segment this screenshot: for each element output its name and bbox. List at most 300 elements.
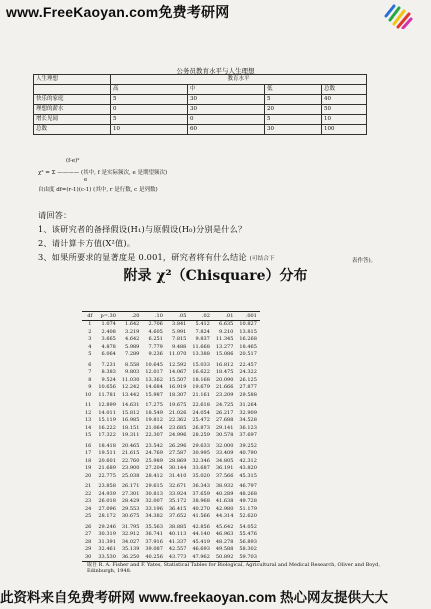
chi-value-cell: 19.679 <box>192 384 210 390</box>
df-cell: 19 <box>85 465 92 471</box>
chi-value-cell: 3.219 <box>125 328 140 335</box>
chi-table-row <box>82 377 260 385</box>
df-cell: 4 <box>88 343 92 350</box>
chi-value-cell: 47.962 <box>189 554 213 562</box>
chi-value-cell: 50.892 <box>213 554 237 562</box>
df-cell: 27 <box>85 531 92 537</box>
chi-value-cell: 36.123 <box>239 424 257 431</box>
chi-value-cell: 36.343 <box>192 483 210 489</box>
row-label: 总数 <box>34 125 111 135</box>
chi-value-cell: 35.563 <box>145 523 163 530</box>
chi-value-cell: 33.687 <box>192 465 210 471</box>
chi-value-cell: 32.461 <box>98 546 116 552</box>
chi-col-header: .10 <box>142 312 166 321</box>
chi-value-cell: 30.995 <box>192 450 210 456</box>
chi-value-cell: 46.797 <box>239 483 257 489</box>
chi-value-cell: 40.289 <box>215 490 234 497</box>
cell: 30 <box>188 95 265 105</box>
chi-value-cell: 42.312 <box>239 457 257 464</box>
chi-value-cell: 20.090 <box>215 376 234 383</box>
chi-value-cell: 13.442 <box>121 391 140 398</box>
df-cell: 14 <box>85 424 92 431</box>
col-header: 低 <box>265 85 322 95</box>
appendix-title: 附录 χ²（Chisquare）分布 <box>123 268 308 284</box>
chi-value-cell: 10.645 <box>145 361 163 368</box>
chi-col-header: df <box>82 312 95 321</box>
chi-value-cell: 25.472 <box>192 417 210 423</box>
chi-table-row <box>82 506 260 514</box>
cell: 5 <box>265 115 322 125</box>
chi-value-cell: 11.070 <box>168 351 187 357</box>
df-cell: 25 <box>85 513 92 519</box>
cell: 60 <box>188 125 265 135</box>
chi-value-cell: 12.899 <box>98 402 116 408</box>
chi-value-cell: 25.989 <box>145 457 163 464</box>
chi-value-cell: 37.916 <box>145 538 163 545</box>
df-cell: 8 <box>88 376 92 383</box>
chi-value-cell: 3.841 <box>172 321 187 327</box>
chi-value-cell: 20.601 <box>98 457 116 464</box>
chi-value-cell: 14.631 <box>121 402 140 408</box>
chi-value-cell: 18.151 <box>121 424 140 431</box>
chi-value-cell: 24.725 <box>215 402 234 408</box>
chi-table-row <box>82 384 260 392</box>
chi-value-cell: 28.172 <box>98 513 116 519</box>
chi-value-cell: 7.815 <box>172 336 187 342</box>
question-3-note: (可结合下 <box>249 256 275 262</box>
chi-table-row <box>82 344 260 352</box>
chi-value-cell: 35.172 <box>168 498 187 504</box>
chi-value-cell: 18.418 <box>98 442 116 449</box>
df-cell: 12 <box>85 409 92 416</box>
chi-table-row <box>82 359 260 370</box>
education-ideal-table <box>33 74 367 135</box>
col-header: 总数 <box>322 85 367 95</box>
chi-value-cell: 11.781 <box>98 391 116 398</box>
chi-value-cell: 34.382 <box>145 513 163 519</box>
chi-value-cell: 51.179 <box>239 505 257 512</box>
chi-table-row <box>82 440 260 451</box>
df-cell: 24 <box>85 505 92 512</box>
row-label: 快乐的家庭 <box>34 95 111 105</box>
chi-value-cell: 55.476 <box>239 531 257 537</box>
chi-value-cell: 35.020 <box>192 472 210 479</box>
chi-value-cell: 42.856 <box>192 523 210 530</box>
chi-value-cell: 36.191 <box>215 465 234 471</box>
cell: 20 <box>265 105 322 115</box>
chi-value-cell: 41.566 <box>192 513 210 519</box>
chi-col-header: .02 <box>189 312 213 321</box>
chi-value-cell: 14.067 <box>168 369 187 375</box>
chi-col-header: .20 <box>119 312 143 321</box>
chi-value-cell: 43.820 <box>239 465 257 471</box>
chi-value-cell: 28.412 <box>145 472 163 479</box>
chi-value-cell: 25.038 <box>121 472 140 479</box>
chi-value-cell: 24.996 <box>168 432 187 438</box>
chi-value-cell: 16.812 <box>215 361 234 368</box>
chi-value-cell: 36.741 <box>145 531 163 537</box>
chi-value-cell: 24.054 <box>192 409 210 416</box>
chi-value-cell: 56.893 <box>239 538 257 545</box>
chi-value-cell: 23.209 <box>215 391 234 398</box>
chi-value-cell: 54.052 <box>239 523 257 530</box>
chi-value-cell: 7.779 <box>148 343 163 350</box>
chi-value-cell: 13.277 <box>215 343 234 350</box>
chi-value-cell: 40.113 <box>168 531 187 537</box>
chi-value-cell: 19.311 <box>121 432 140 438</box>
chi-value-cell: 49.728 <box>239 498 257 504</box>
df-cell: 29 <box>85 546 92 552</box>
df-cell: 1 <box>88 321 92 327</box>
chi-value-cell: 29.633 <box>192 442 210 449</box>
question-1: 1、该研究者的备择假设(H₁)与原假设(H₀)分别是什么？ <box>38 224 247 234</box>
chi-value-cell: 42.980 <box>215 505 234 512</box>
chi-value-cell: 9.488 <box>172 343 187 350</box>
df-cell: 13 <box>85 417 92 423</box>
chi-value-cell: 37.652 <box>168 513 187 519</box>
chi-value-cell: 24.939 <box>98 490 116 497</box>
chi-value-cell: 34.528 <box>239 417 257 423</box>
chi-table-row <box>82 513 260 521</box>
chi-table-row <box>82 480 260 491</box>
chi-table-row <box>82 336 260 344</box>
degrees-of-freedom-note: 自由度 df=(r-1)(c-1) (其中, r 是行数, c 是列数) <box>38 187 158 193</box>
df-cell: 5 <box>88 351 92 357</box>
chi-value-cell: 34.027 <box>121 538 140 545</box>
chi-value-cell: 27.096 <box>98 505 116 512</box>
chi-value-cell: 32.909 <box>239 409 257 416</box>
chi-value-cell: 11.345 <box>215 336 234 342</box>
chi-value-cell: 40.256 <box>142 554 166 562</box>
chi-table-row <box>82 425 260 433</box>
chi-table-row <box>82 450 260 458</box>
chi-value-cell: 9.837 <box>195 336 210 342</box>
chi-value-cell: 48.278 <box>215 538 234 545</box>
chi-value-cell: 46.693 <box>192 546 210 552</box>
cell: 100 <box>322 125 367 135</box>
chi-value-cell: 15.507 <box>168 376 187 383</box>
chi-value-cell: 3.665 <box>101 336 116 342</box>
chi-value-cell: 4.605 <box>148 328 163 335</box>
chi-value-cell: 8.383 <box>101 369 116 375</box>
chi-value-cell: 6.635 <box>219 321 234 327</box>
cell: 5 <box>265 95 322 105</box>
chi-value-cell: 15.086 <box>215 351 234 357</box>
chi-value-cell: 37.659 <box>192 490 210 497</box>
cell: 30 <box>265 125 322 135</box>
chi-value-cell: 18.465 <box>239 343 257 350</box>
corner-header: 人生理想 <box>34 75 111 85</box>
chi-value-cell: 7.824 <box>195 328 210 335</box>
chi-value-cell: 7.289 <box>125 351 140 357</box>
df-cell: 18 <box>85 457 92 464</box>
chi-value-cell: 32.912 <box>121 531 140 537</box>
chi-value-cell: 32.007 <box>145 498 163 504</box>
chi-value-cell: 38.932 <box>215 483 234 489</box>
chi-value-cell: 20.465 <box>121 442 140 449</box>
chi-value-cell: 33.530 <box>95 554 119 562</box>
chi-square-formula: χ² = Σ ———— (其中, f 是实际频次, e 是期望频次) <box>38 170 168 176</box>
chi-table-row <box>82 351 260 359</box>
chi-value-cell: 13.388 <box>192 351 210 357</box>
chi-value-cell: 7.231 <box>101 361 116 368</box>
chi-value-cell: 45.315 <box>239 472 257 479</box>
chi-value-cell: 15.119 <box>98 417 116 423</box>
chi-value-cell: 38.968 <box>192 498 210 504</box>
chi-value-cell: 26.873 <box>192 424 210 431</box>
chi-value-cell: 27.204 <box>145 465 163 471</box>
chi-value-cell: 40.270 <box>192 505 210 512</box>
chi-value-cell: 20.517 <box>239 351 257 357</box>
chi-value-cell: 26.217 <box>215 409 234 416</box>
df-cell: 10 <box>85 391 92 398</box>
chi-value-cell: 29.141 <box>215 424 234 431</box>
chi-value-cell: 26.296 <box>168 442 187 449</box>
chi-value-cell: 19.812 <box>145 417 163 423</box>
chi-value-cell: 37.697 <box>239 432 257 438</box>
questions-lead: 请回答： <box>38 210 72 220</box>
watermark-top: www.FreeKaoyan.com免费考研网 <box>6 4 230 20</box>
chi-table-row <box>82 531 260 539</box>
chi-table-row <box>82 410 260 418</box>
chi-value-cell: 15.033 <box>192 361 210 368</box>
chi-value-cell: 19.675 <box>168 402 187 408</box>
chi-table-row <box>82 369 260 377</box>
chi-value-cell: 12.242 <box>121 384 140 390</box>
chi-table-row <box>82 539 260 547</box>
chi-value-cell: 30.675 <box>121 513 140 519</box>
chi-value-cell: 31.795 <box>121 523 140 530</box>
chi-value-cell: 23.900 <box>121 465 140 471</box>
chi-value-cell: 30.813 <box>145 490 163 497</box>
chi-value-cell: 21.615 <box>121 450 140 456</box>
chi-value-cell: 21.666 <box>215 384 234 390</box>
chi-value-cell: 17.322 <box>98 432 116 438</box>
chi-value-cell: 33.196 <box>145 505 163 512</box>
chi-value-cell: 16.268 <box>239 336 257 342</box>
chi-table-row <box>82 432 260 440</box>
chi-value-cell: 18.307 <box>168 391 187 398</box>
df-cell: 9 <box>88 384 92 390</box>
chi-value-cell: 24.322 <box>239 369 257 375</box>
df-cell: 26 <box>85 523 92 530</box>
chi-table-row <box>82 329 260 337</box>
chi-value-cell: 26.018 <box>98 498 116 504</box>
chi-value-cell: 59.703 <box>236 554 260 562</box>
question-3-text: 3、如果所要求的显著度是 0.001，研究者将有什么结论 <box>38 252 247 262</box>
chi-value-cell: 22.457 <box>239 361 257 368</box>
chi-value-cell: 28.259 <box>192 432 210 438</box>
chi-value-cell: 23.542 <box>145 442 163 449</box>
chi-value-cell: 29.553 <box>121 505 140 512</box>
group-header: 教育水平 <box>111 75 367 85</box>
df-cell: 6 <box>88 361 92 368</box>
site-logo-icon <box>383 3 413 29</box>
chi-table-row <box>82 465 260 473</box>
df-cell: 2 <box>88 328 92 335</box>
chi-value-cell: 18.168 <box>192 376 210 383</box>
chi-value-cell: 22.775 <box>98 472 116 479</box>
chi-value-cell: 38.885 <box>168 523 187 530</box>
chi-value-cell: 23.685 <box>168 424 187 431</box>
chi-value-cell: 27.877 <box>239 384 257 390</box>
df-cell: 15 <box>85 432 92 438</box>
df-cell: 7 <box>88 369 92 375</box>
chi-value-cell: 28.869 <box>168 457 187 464</box>
chi-table-row <box>82 321 260 329</box>
col-header: 高 <box>111 85 188 95</box>
chi-col-header: .05 <box>166 312 190 321</box>
row-label: 增长见闻 <box>34 115 111 125</box>
chi-value-cell: 43.773 <box>166 554 190 562</box>
chi-value-cell: 46.963 <box>215 531 234 537</box>
source-citation: 取自 R. A. Fisher and F. Yates, Statistical Tables for Biological, Agricultural and Medical Research, Oliver and Boyd, Edinburgh, 1948. <box>87 562 380 574</box>
chi-value-cell: 24.769 <box>145 450 163 456</box>
chi-value-cell: 31.410 <box>168 472 187 479</box>
chi-value-cell: 30.144 <box>168 465 187 471</box>
question-3 <box>38 252 275 263</box>
chi-value-cell: 16.222 <box>98 424 116 431</box>
chi-value-cell: 29.588 <box>239 391 257 398</box>
chi-value-cell: 26.171 <box>121 483 140 489</box>
chi-value-cell: 14.684 <box>145 384 163 390</box>
watermark-bottom: 此资料来自免费考研网 www.freekaoyan.com 热心网友提供大大 <box>0 590 389 605</box>
df-cell: 3 <box>88 336 92 342</box>
df-cell: 20 <box>85 472 92 479</box>
chi-value-cell: 22.760 <box>121 457 140 464</box>
chi-value-cell: 37.566 <box>215 472 234 479</box>
cell: 5 <box>111 115 188 125</box>
chi-value-cell: 5.412 <box>195 321 210 327</box>
chi-value-cell: 32.671 <box>168 483 187 489</box>
chi-value-cell: 11.030 <box>121 376 140 383</box>
cell: 30 <box>188 105 265 115</box>
col-header: 中 <box>188 85 265 95</box>
chi-table-row <box>82 521 260 532</box>
empty-cell <box>34 85 111 95</box>
chi-value-cell: 29.246 <box>98 523 116 530</box>
chi-value-cell: 31.391 <box>98 538 116 545</box>
chi-value-cell: 27.301 <box>121 490 140 497</box>
chi-value-cell: 52.620 <box>239 513 257 519</box>
chi-value-cell: 49.588 <box>215 546 234 552</box>
chi-value-cell: 16.622 <box>192 369 210 375</box>
cell: 40 <box>322 95 367 105</box>
chi-value-cell: 1.642 <box>125 321 140 327</box>
chi-table-row <box>82 491 260 499</box>
chi-table-row <box>82 546 260 554</box>
chi-value-cell: 39.087 <box>145 546 163 552</box>
chi-value-cell: 10.656 <box>98 384 116 390</box>
chi-value-cell: 41.337 <box>168 538 187 545</box>
chi-value-cell: 22.362 <box>168 417 187 423</box>
chi-value-cell: 4.642 <box>125 336 140 342</box>
chi-value-cell: 10.827 <box>239 321 257 327</box>
chi-value-cell: 27.688 <box>215 417 234 423</box>
chi-value-cell: 1.074 <box>101 321 116 327</box>
chi-value-cell: 30.319 <box>98 531 116 537</box>
chi-col-header: .001 <box>236 312 260 321</box>
cell: 0 <box>111 105 188 115</box>
df-cell: 28 <box>85 538 92 545</box>
formula-denominator: e <box>84 177 88 183</box>
table-title: 公务员教育水平与人生理想 <box>176 67 255 75</box>
chi-table-row <box>82 473 260 481</box>
chi-col-header: .01 <box>213 312 237 321</box>
chi-value-cell: 26.125 <box>239 376 257 383</box>
question-2: 2、请计算卡方值(X²值)。 <box>38 238 136 248</box>
chi-value-cell: 58.302 <box>239 546 257 552</box>
chi-value-cell: 13.362 <box>145 376 163 383</box>
chi-value-cell: 36.250 <box>119 554 143 562</box>
chi-value-cell: 21.026 <box>168 409 187 416</box>
chi-value-cell: 21.161 <box>192 391 210 398</box>
chi-value-cell: 2.706 <box>148 321 163 327</box>
chi-value-cell: 32.346 <box>192 457 210 464</box>
chi-value-cell: 5.989 <box>125 343 140 350</box>
df-cell: 30 <box>82 554 95 562</box>
chi-value-cell: 48.268 <box>239 490 257 497</box>
chi-value-cell: 9.210 <box>219 328 234 335</box>
chi-value-cell: 45.419 <box>192 538 210 545</box>
chi-value-cell: 31.264 <box>239 402 257 408</box>
chi-value-cell: 12.017 <box>145 369 163 375</box>
chi-table-row <box>82 399 260 410</box>
chi-table-row <box>82 498 260 506</box>
df-cell: 22 <box>85 490 92 497</box>
chi-value-cell: 16.985 <box>121 417 140 423</box>
chi-value-cell: 33.409 <box>215 450 234 456</box>
chi-value-cell: 29.615 <box>145 483 163 489</box>
chi-value-cell: 21.689 <box>98 465 116 471</box>
chi-table-row <box>82 392 260 400</box>
chi-value-cell: 23.858 <box>98 483 116 489</box>
cell: 50 <box>322 105 367 115</box>
chi-col-header: p=.30 <box>95 312 119 321</box>
chi-value-cell: 5.991 <box>172 328 187 335</box>
df-cell: 23 <box>85 498 92 504</box>
chi-value-cell: 15.812 <box>121 409 140 416</box>
chi-value-cell: 9.803 <box>125 369 140 375</box>
chi-value-cell: 44.140 <box>192 531 210 537</box>
chi-value-cell: 16.919 <box>168 384 187 390</box>
chi-value-cell: 27.587 <box>168 450 187 456</box>
chi-value-cell: 28.429 <box>121 498 140 504</box>
chi-value-cell: 32.000 <box>215 442 234 449</box>
chi-value-cell: 18.549 <box>145 409 163 416</box>
chi-value-cell: 18.475 <box>215 369 234 375</box>
chi-value-cell: 13.815 <box>239 328 257 335</box>
chi-value-cell: 12.592 <box>168 361 187 368</box>
chi-value-cell: 21.064 <box>145 424 163 431</box>
chi-value-cell: 11.668 <box>192 343 210 350</box>
cell: 10 <box>322 115 367 125</box>
chi-value-cell: 40.790 <box>239 450 257 456</box>
chi-table-row <box>82 554 260 562</box>
question-3-note-cont: 表作答)。 <box>352 258 377 264</box>
chi-value-cell: 35.139 <box>121 546 140 552</box>
chi-value-cell: 44.314 <box>215 513 234 519</box>
chi-table-row <box>82 458 260 466</box>
df-cell: 11 <box>85 402 92 408</box>
chi-value-cell: 4.878 <box>101 343 116 350</box>
formula-numerator: (f-e)² <box>66 158 80 164</box>
cell: 10 <box>111 125 188 135</box>
chi-square-table <box>82 311 260 562</box>
chi-value-cell: 34.805 <box>215 457 234 464</box>
chi-value-cell: 14.011 <box>98 409 116 416</box>
chi-value-cell: 17.275 <box>145 402 163 408</box>
